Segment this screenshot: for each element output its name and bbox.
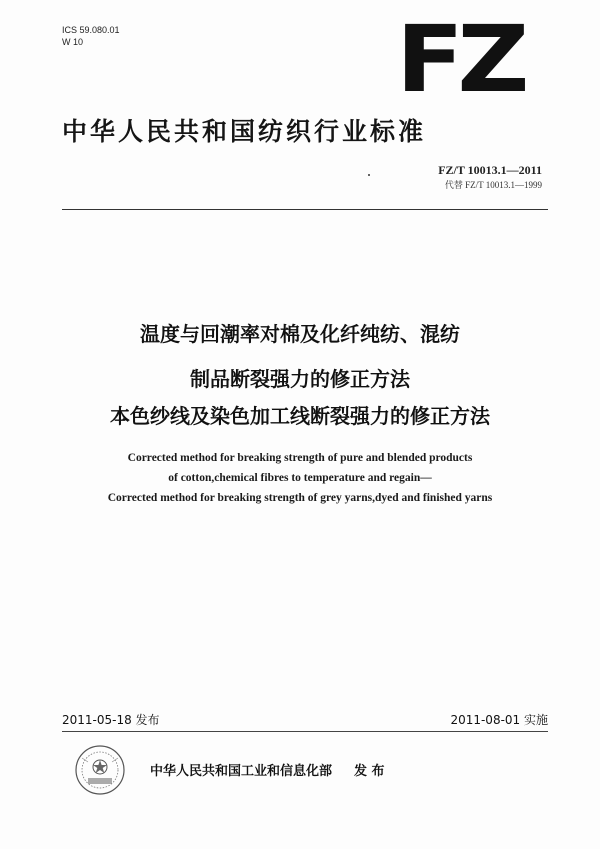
- issuer-action: 发 布: [354, 764, 385, 779]
- title-en-line-3: Corrected method for breaking strength of grey yarns,dyed and finished yarns: [107, 492, 493, 504]
- header-divider: [62, 209, 548, 210]
- implementation-date: 2011-08-01 实施: [450, 713, 548, 727]
- scan-speck: [368, 174, 370, 176]
- issuing-authority: [150, 760, 470, 779]
- classification-codes: [62, 24, 120, 48]
- fz-logo: FZ: [396, 6, 523, 113]
- title-en-line-1: Corrected method for breaking strength of pure and blended products: [127, 452, 473, 464]
- title-zh-line-2: 制品断裂强力的修正方法: [190, 367, 410, 391]
- title-zh-line-3: 本色纱线及染色加工线断裂强力的修正方法: [110, 404, 490, 428]
- issuer-name: 中华人民共和国工业和信息化部: [150, 764, 333, 779]
- ics-code: ICS 59.080.01: [62, 25, 120, 35]
- standard-number: FZ/T 10013.1—2011: [438, 163, 542, 177]
- ccs-code: W 10: [62, 37, 84, 47]
- title-zh-line-1: 温度与回潮率对棉及化纤纯纺、混纺: [140, 322, 460, 346]
- ministry-seal-icon: [74, 744, 126, 796]
- industry-standard-title: 中华人民共和国纺织行业标准: [62, 117, 427, 146]
- title-en-line-2: of cotton,chemical fibres to temperature and regain—: [168, 472, 432, 484]
- footer-divider: [62, 731, 548, 732]
- issue-date: 2011-05-18 发布: [62, 713, 160, 727]
- replaces-note: 代替 FZ/T 10013.1—1999: [444, 180, 542, 190]
